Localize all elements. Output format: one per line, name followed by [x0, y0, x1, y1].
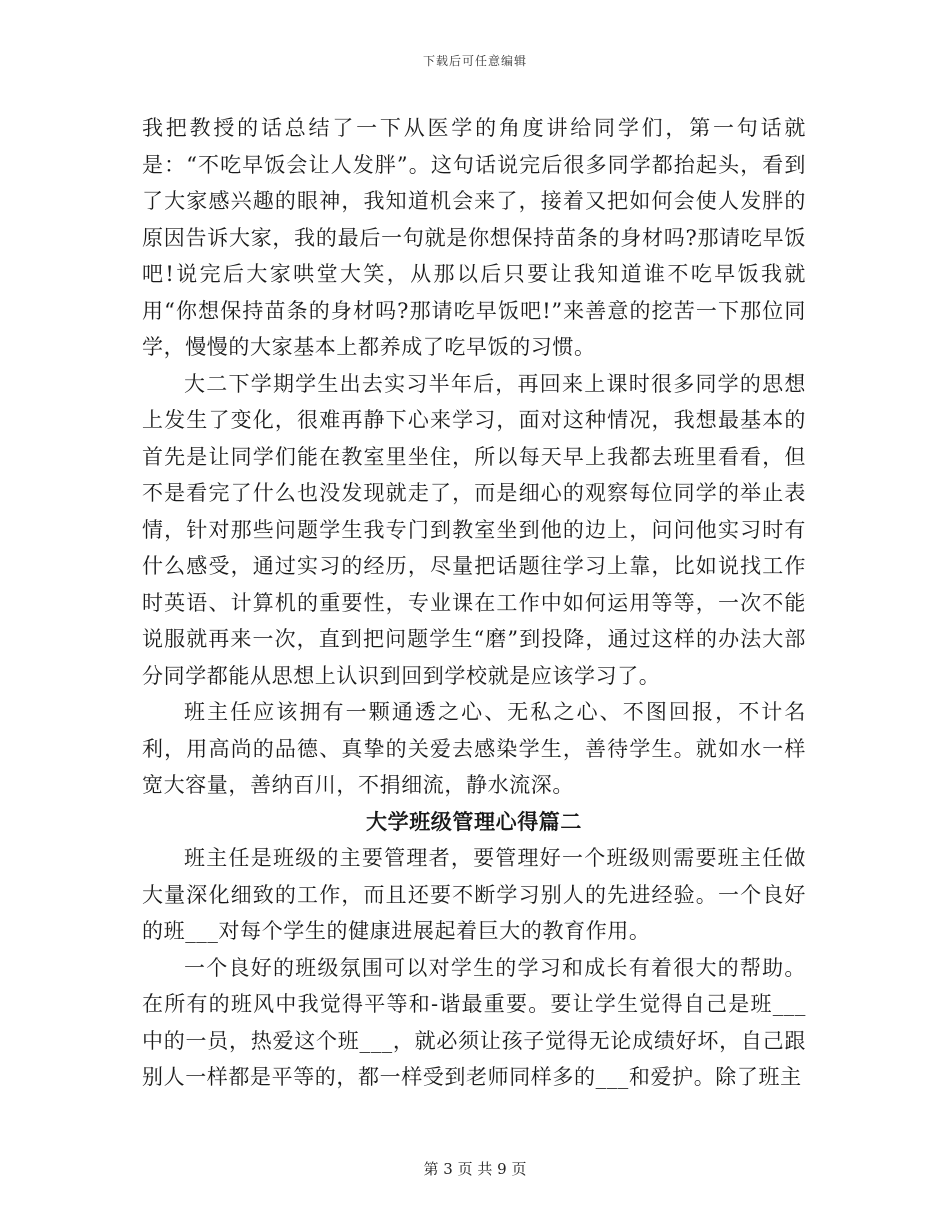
paragraph-5: 一个良好的班级氛围可以对学生的学习和成长有着很大的帮助。在所有的班风中我觉得平等和-谐最重要。要让学生觉得自己是班___中的一员，热爱这个班___，就必须让孩子觉得无论成绩好坏，自己跟别人一样都是平等的，都一样受到老师同样多的___和爱护。除了班主	[142, 955, 806, 1089]
document-body	[142, 110, 806, 1096]
paragraph-1: 我把教授的话总结了一下从医学的角度讲给同学们，第一句话就是：“不吃早饭会让人发胖”。这句话说完后很多同学都抬起头，看到了大家感兴趣的眼神，我知道机会来了，接着又把如何会使人发胖的原因告诉大家，我的最后一句就是你想保持苗条的身材吗?那请吃早饭吧!说完后大家哄堂大笑，从那以后只要让我知道谁不吃早饭我就用“你想保持苗条的身材吗?那请吃早饭吧!”来善意的挖苦一下那位同学，慢慢的大家基本上都养成了吃早饭的习惯。	[142, 116, 806, 359]
paragraph-4: 班主任是班级的主要管理者，要管理好一个班级则需要班主任做大量深化细致的工作，而且还要不断学习别人的先进经验。一个良好的班___对每个学生的健康进展起着巨大的教育作用。	[142, 846, 806, 943]
paragraph-2: 大二下学期学生出去实习半年后，再回来上课时很多同学的思想上发生了变化，很难再静下心来学习，面对这种情况，我想最基本的首先是让同学们能在教室里坐住，所以每天早上我都去班里看看，但不是看完了什么也没发现就走了，而是细心的观察每位同学的举止表情，针对那些问题学生我专门到教室坐到他的边上，问问他实习时有什么感受，通过实习的经历，尽量把话题往学习上靠，比如说找工作时英语、计算机的重要性，专业课在工作中如何运用等等，一次不能说服就再来一次，直到把问题学生“磨”到投降，通过这样的办法大部分同学都能从思想上认识到回到学校就是应该学习了。	[142, 371, 806, 688]
page-header: 下载后可任意编辑	[422, 54, 527, 68]
paragraph-3: 班主任应该拥有一颗通透之心、无私之心、不图回报，不计名利，用高尚的品德、真挚的关爱去感染学生，善待学生。就如水一样宽大容量，善纳百川，不捐细流，静水流深。	[142, 700, 806, 797]
page-footer: 第 3 页 共 9 页	[423, 1160, 527, 1178]
section-heading: 大学班级管理心得篇二	[366, 808, 582, 834]
